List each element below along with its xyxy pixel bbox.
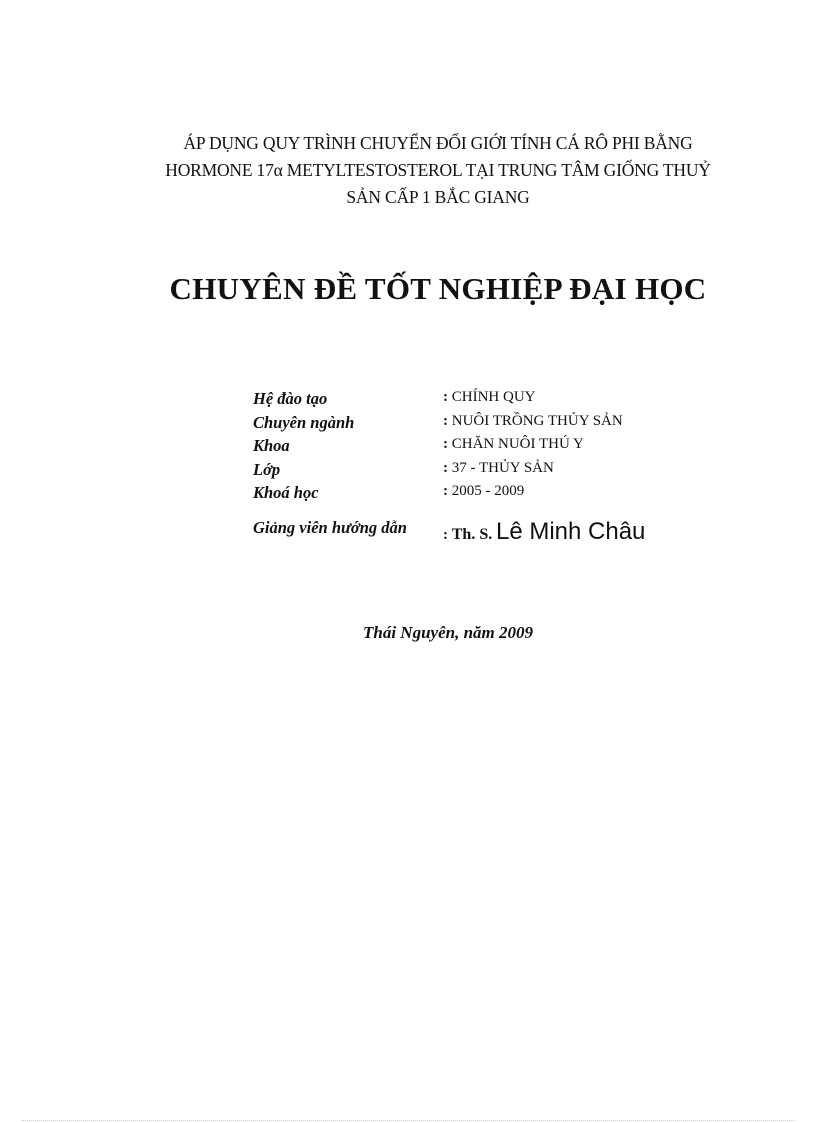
info-value-wrapper [443, 413, 623, 430]
colon: : [443, 459, 448, 476]
advisor-title: Th. S. [451, 525, 493, 543]
info-label: Khoá học [253, 483, 319, 502]
info-row-training-system [253, 389, 753, 413]
info-value-wrapper [443, 436, 584, 453]
info-value: 37 - THỦY SẢN [451, 459, 554, 476]
info-label: Khoa [253, 436, 290, 455]
info-value-wrapper [443, 389, 536, 406]
main-title: CHUYÊN ĐỀ TỐT NGHIỆP ĐẠI HỌC [169, 271, 707, 306]
info-value: 2005 - 2009 [451, 483, 525, 499]
info-row-faculty [253, 436, 753, 460]
colon: : [443, 483, 448, 499]
advisor-label: Giảng viên hướng dẫn [253, 517, 407, 537]
info-value: CHĂN NUÔI THÚ Y [451, 436, 584, 452]
info-value-wrapper [443, 460, 554, 477]
info-row-advisor [253, 508, 753, 545]
advisor-value [443, 518, 645, 546]
info-table [253, 389, 753, 545]
info-label: Hệ đào tạo [253, 389, 328, 408]
info-value: NUÔI TRỒNG THỦY SẢN [451, 412, 623, 429]
info-row-course [253, 483, 753, 507]
page-bottom-rule [22, 1120, 794, 1121]
info-value-wrapper [443, 483, 524, 500]
colon: : [443, 436, 448, 452]
info-value: CHÍNH QUY [451, 389, 536, 405]
colon: : [443, 389, 448, 405]
place-and-date: Thái Nguyên, năm 2009 [362, 623, 534, 642]
topic-line-3: SẢN CẤP 1 BẮC GIANG [346, 187, 530, 207]
colon: : [443, 412, 448, 429]
topic-line-1: ÁP DỤNG QUY TRÌNH CHUYỂN ĐỔI GIỚI TÍNH CÁ RÔ PHI BẰNG [183, 133, 693, 153]
topic-line-2: HORMONE 17α METYLTESTOSTEROL TẠI TRUNG TÂM GIỐNG THUỶ [165, 160, 711, 180]
advisor-name: Lê Minh Châu [495, 517, 646, 545]
info-label: Lớp [253, 459, 281, 479]
info-row-class [253, 460, 753, 484]
info-label: Chuyên ngành [253, 412, 355, 432]
thesis-topic [100, 130, 776, 211]
info-row-major [253, 413, 753, 437]
colon: : [443, 526, 448, 543]
